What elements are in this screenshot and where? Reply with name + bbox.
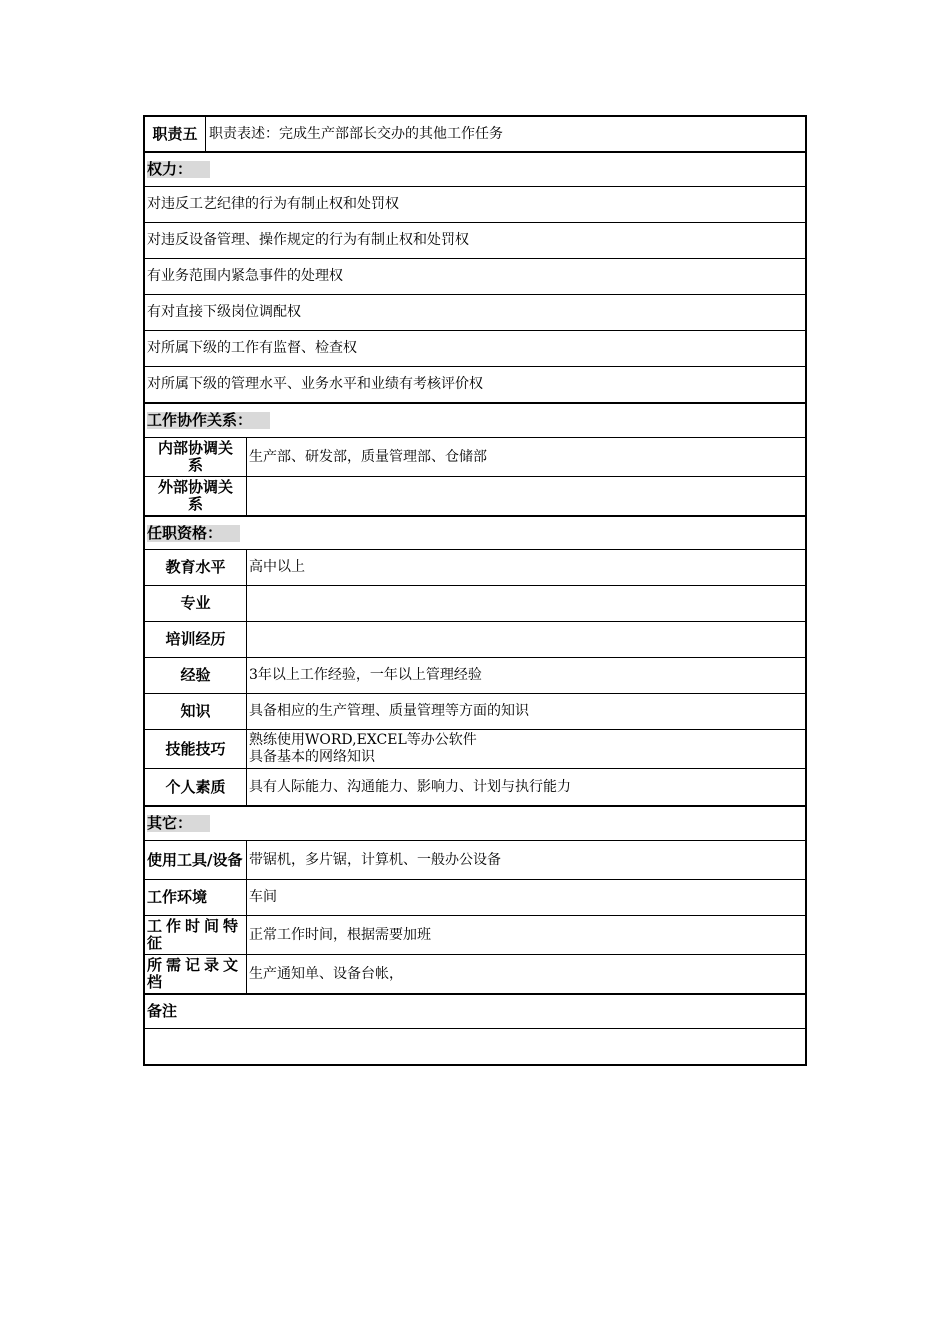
job-description-table	[143, 115, 807, 1066]
authority-text: 对所属下级的工作有监督、检查权	[147, 340, 357, 356]
tools-row	[143, 840, 807, 879]
others-header-row	[143, 805, 807, 840]
training-row	[143, 621, 807, 657]
skills-line: 具备基本的网络知识	[249, 749, 375, 765]
training-value	[247, 622, 805, 657]
qualifications-header-row	[143, 515, 807, 549]
duty5-label: 职责五	[145, 117, 206, 151]
remarks-header: 备注	[147, 1002, 178, 1020]
authority-item	[143, 258, 807, 294]
authority-header: 权力：	[145, 153, 805, 186]
knowledge-row	[143, 693, 807, 729]
major-label: 专业	[145, 586, 247, 621]
remarks-row	[143, 1028, 807, 1066]
tools-label: 使用工具/设备	[145, 841, 247, 879]
major-value	[247, 586, 805, 621]
internal-relations-label: 内部协调关系	[145, 438, 247, 476]
training-label: 培训经历	[145, 622, 247, 657]
authority-item	[143, 186, 807, 222]
records-row	[143, 954, 807, 993]
knowledge-label: 知识	[145, 694, 247, 729]
experience-value: 3年以上工作经验，一年以上管理经验	[249, 667, 482, 683]
skills-row	[143, 729, 807, 768]
education-row	[143, 549, 807, 585]
others-header: 其它：	[145, 807, 805, 840]
authority-header-row	[143, 151, 807, 186]
knowledge-value: 具备相应的生产管理、质量管理等方面的知识	[249, 703, 529, 719]
experience-row	[143, 657, 807, 693]
authority-text: 对违反工艺纪律的行为有制止权和处罚权	[147, 196, 399, 212]
skills-label: 技能技巧	[145, 730, 247, 768]
personal-quality-row	[143, 768, 807, 805]
environment-label: 工作环境	[145, 880, 247, 915]
authority-item	[143, 330, 807, 366]
tools-value: 带锯机，多片锯，计算机、一般办公设备	[249, 851, 501, 868]
relations-header: 工作协作关系：	[145, 404, 805, 437]
authority-item	[143, 222, 807, 258]
personal-quality-label: 个人素质	[145, 769, 247, 805]
work-time-value: 正常工作时间，根据需要加班	[249, 926, 431, 943]
relations-header-row	[143, 402, 807, 437]
work-time-row	[143, 915, 807, 954]
education-value: 高中以上	[249, 559, 305, 575]
authority-text: 对所属下级的管理水平、业务水平和业绩有考核评价权	[147, 376, 483, 392]
authority-text: 有对直接下级岗位调配权	[147, 304, 301, 320]
authority-text: 有业务范围内紧急事件的处理权	[147, 268, 343, 284]
environment-value: 车间	[249, 889, 277, 905]
skills-value	[247, 730, 805, 768]
work-time-label: 工作时间特征	[145, 916, 247, 954]
environment-row	[143, 879, 807, 915]
personal-quality-value: 具有人际能力、沟通能力、影响力、计划与执行能力	[249, 778, 571, 795]
remarks-header-row	[143, 993, 807, 1028]
duty5-row	[143, 115, 807, 151]
records-label: 所需记录文档	[145, 955, 247, 993]
external-relations-value	[247, 477, 805, 515]
internal-relations-row	[143, 437, 807, 476]
records-value: 生产通知单、设备台帐，	[249, 965, 403, 982]
major-row	[143, 585, 807, 621]
qualifications-header: 任职资格：	[145, 517, 805, 549]
authority-item	[143, 294, 807, 330]
experience-label: 经验	[145, 658, 247, 693]
education-label: 教育水平	[145, 550, 247, 585]
duty5-text: 职责表述：完成生产部部长交办的其他工作任务	[209, 125, 503, 142]
internal-relations-value: 生产部、研发部，质量管理部、仓储部	[249, 448, 487, 465]
skills-line: 熟练使用WORD,EXCEL等办公软件	[249, 732, 477, 748]
authority-text: 对违反设备管理、操作规定的行为有制止权和处罚权	[147, 232, 469, 248]
external-relations-label: 外部协调关系	[145, 477, 247, 515]
external-relations-row	[143, 476, 807, 515]
authority-item	[143, 366, 807, 402]
remarks-value	[145, 1029, 805, 1064]
